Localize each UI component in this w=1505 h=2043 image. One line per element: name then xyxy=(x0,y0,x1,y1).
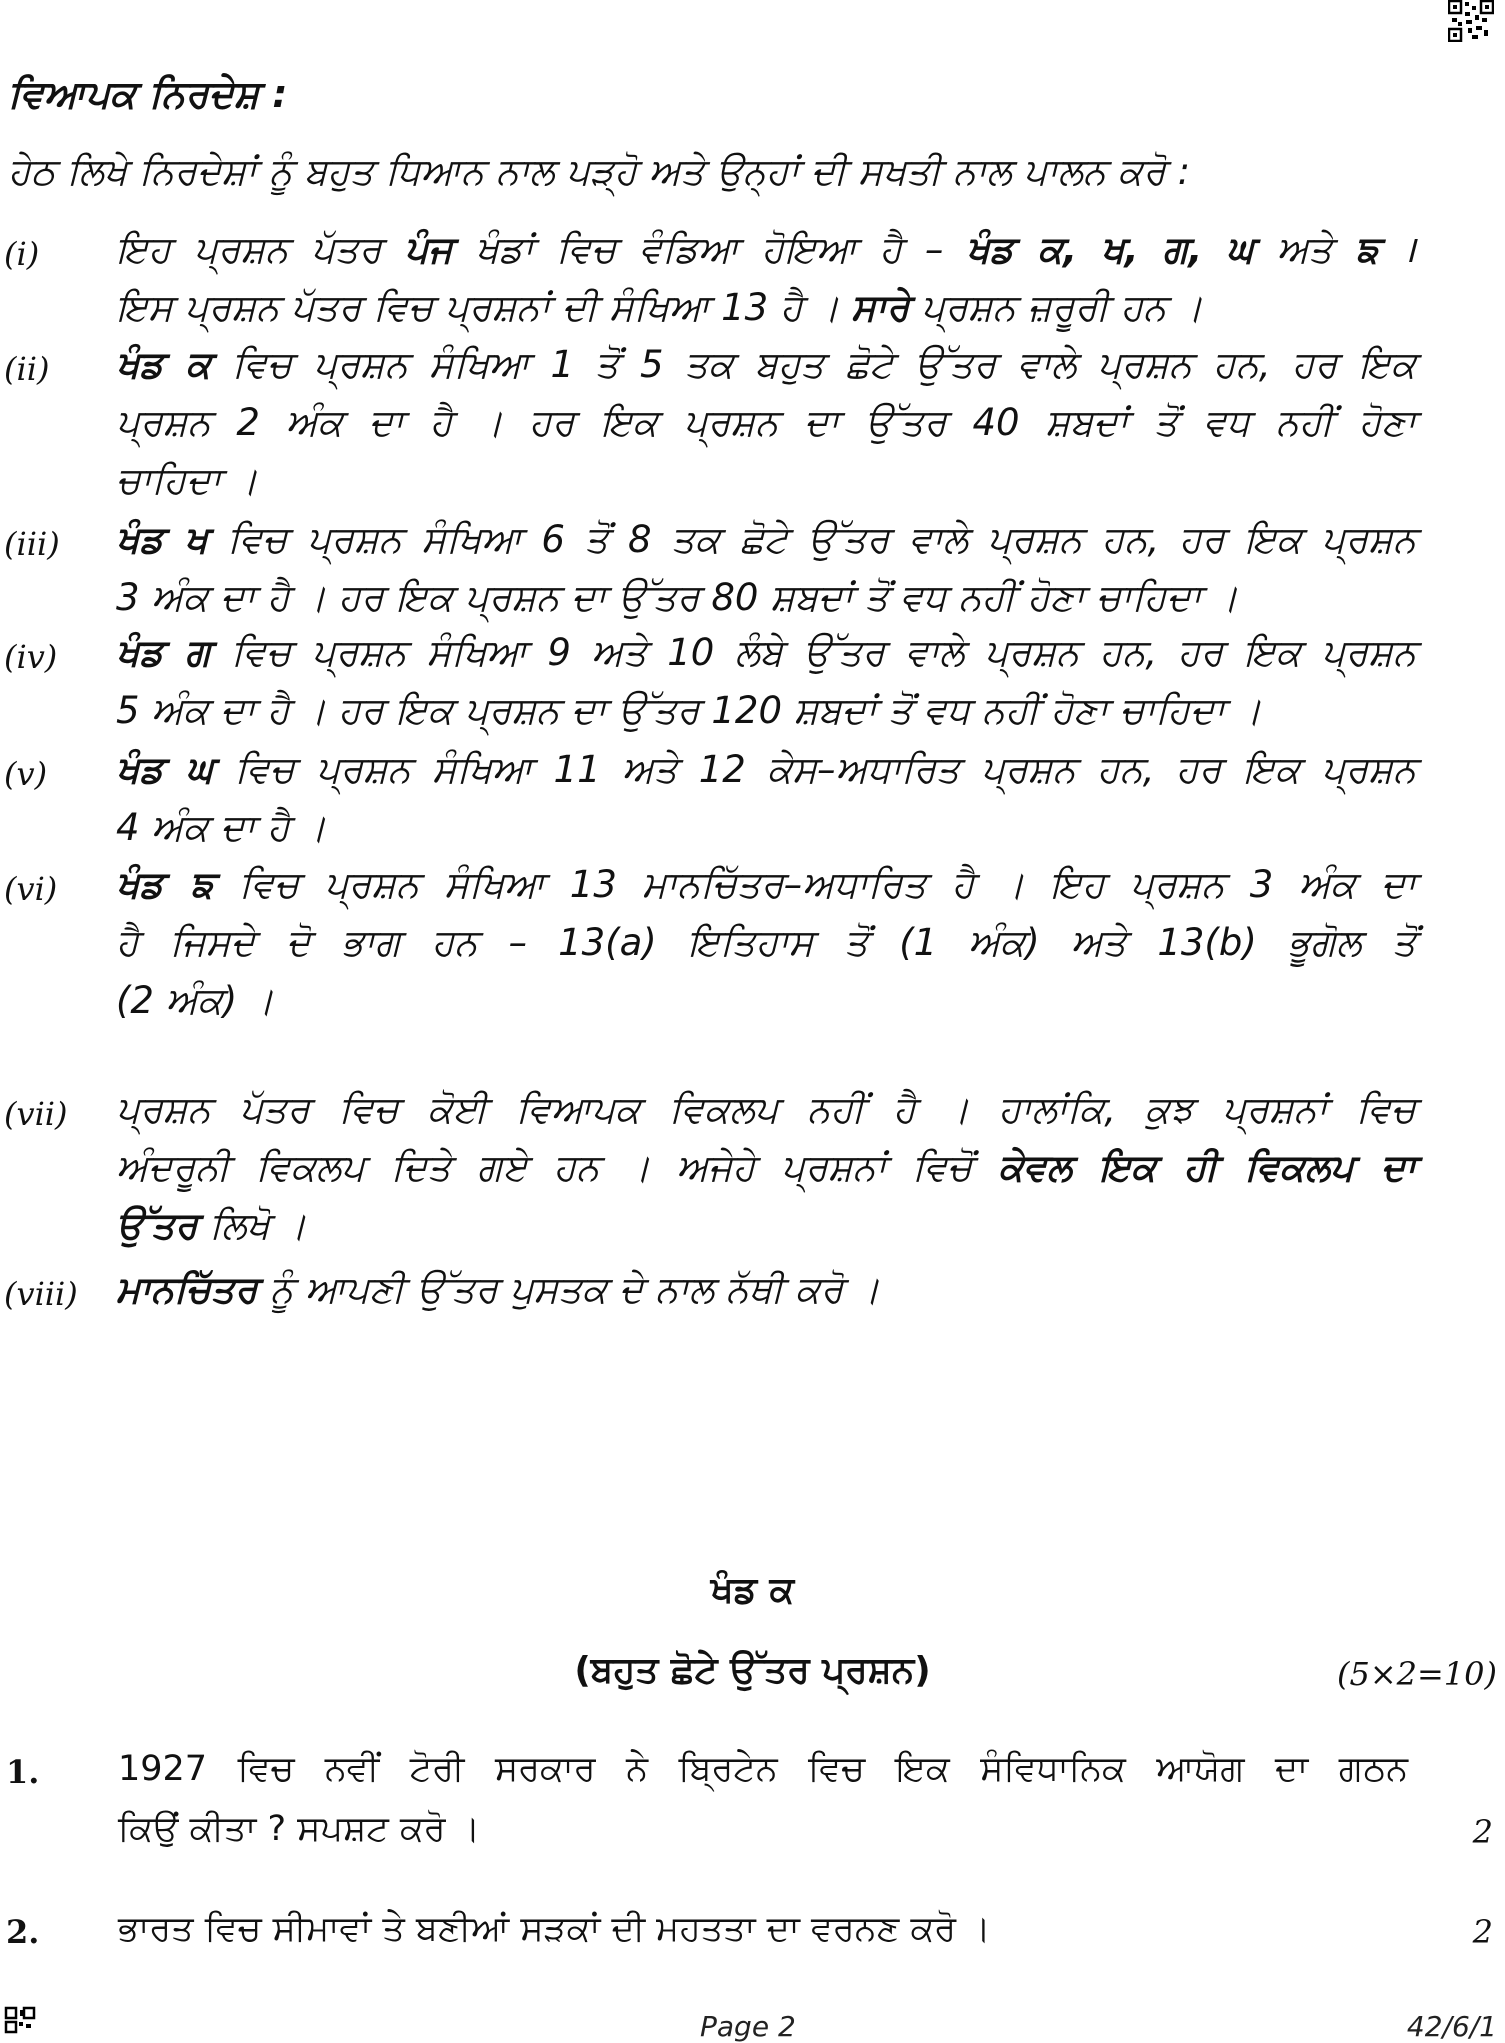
emphasis-text: ਮਾਨਚਿੱਤਰ xyxy=(116,1268,258,1311)
question-number: 1. xyxy=(6,1753,40,1791)
emphasis-text: ਙ xyxy=(1355,228,1380,271)
emphasis-text: ਉੱਤਰ xyxy=(116,1204,198,1247)
instruction-text: । xyxy=(1379,228,1416,271)
instruction-text: ਖੰਡਾਂ ਵਿਚ ਵੰਡਿਆ ਹੋਇਆ ਹੈ – xyxy=(452,228,967,271)
emphasis-text: ਕੇਵਲ ਇਕ ਹੀ ਵਿਕਲਪ ਦਾ xyxy=(998,1146,1416,1189)
page-number: Page 2 xyxy=(700,2010,796,2043)
emphasis-text: ਖੰਡ ਙ xyxy=(116,863,214,906)
section-subtitle: (ਬਹੁਤ ਛੋਟੇ ਉੱਤਰ ਪ੍ਰਸ਼ਨ) xyxy=(574,1650,931,1691)
instruction-line xyxy=(116,918,1416,968)
instruction-text: ਹੈ ਜਿਸਦੇ ਦੋ ਭਾਗ ਹਨ – 13(a) ਇਤਿਹਾਸ ਤੋਂ (1 ਅੰਕ) ਅਤੇ 13(b) ਭੂਗੋਲ ਤੋਂ xyxy=(116,921,1416,964)
instruction-text: ਇਹ ਪ੍ਰਸ਼ਨ ਪੱਤਰ xyxy=(116,228,405,271)
instruction-number: (v) xyxy=(4,755,48,793)
question-marks: 2 xyxy=(1472,1913,1493,1951)
instruction-text: ਪ੍ਰਸ਼ਨ 2 ਅੰਕ ਦਾ ਹੈ । ਹਰ ਇਕ ਪ੍ਰਸ਼ਨ ਦਾ ਉੱਤਰ 40 ਸ਼ਬਦਾਂ ਤੋਂ ਵਧ ਨਹੀਂ ਹੋਣਾ xyxy=(116,401,1416,444)
instruction-line xyxy=(116,1265,1416,1315)
instruction-text: (2 ਅੰਕ) । xyxy=(116,979,274,1022)
instruction-line xyxy=(116,515,1416,565)
emphasis-text: ਖੰਡ ਘ xyxy=(116,748,214,791)
instruction-text: ਵਿਚ ਪ੍ਰਸ਼ਨ ਸੰਖਿਆ 9 ਅਤੇ 10 ਲੰਬੇ ਉੱਤਰ ਵਾਲੇ ਪ੍ਰਸ਼ਨ ਹਨ, ਹਰ ਇਕ ਪ੍ਰਸ਼ਨ xyxy=(210,631,1416,674)
instruction-number: (iii) xyxy=(4,525,60,563)
section-title: ਖੰਡ ਕ xyxy=(710,1570,795,1611)
instruction-number: (viii) xyxy=(4,1275,78,1313)
question-text: 1927 ਵਿਚ ਨਵੀਂ ਟੋਰੀ ਸਰਕਾਰ ਨੇ ਬ੍ਰਿਟੇਨ ਵਿਚ ਇਕ ਸੰਵਿਧਾਨਿਕ ਆਯੋਗ ਦਾ ਗਠਨ xyxy=(118,1749,1408,1789)
instruction-text: ਵਿਚ ਪ੍ਰਸ਼ਨ ਸੰਖਿਆ 11 ਅਤੇ 12 ਕੇਸ–ਅਧਾਰਿਤ ਪ੍ਰਸ਼ਨ ਹਨ, ਹਰ ਇਕ ਪ੍ਰਸ਼ਨ xyxy=(213,748,1416,791)
instruction-text: ਲਿਖੋ । xyxy=(197,1204,307,1247)
instruction-line xyxy=(116,398,1416,448)
instruction-line xyxy=(116,1201,1416,1251)
instruction-number: (iv) xyxy=(4,638,58,676)
emphasis-text: ਖੰਡ ਗ xyxy=(116,631,211,674)
instruction-number: (ii) xyxy=(4,350,50,388)
instruction-line xyxy=(116,573,1416,623)
instruction-line xyxy=(116,628,1416,678)
instruction-text: ਪ੍ਰਸ਼ਨ ਪੱਤਰ ਵਿਚ ਕੋਈ ਵਿਆਪਕ ਵਿਕਲਪ ਨਹੀਂ ਹੈ । ਹਾਲਾਂਕਿ, ਕੁਝ ਪ੍ਰਸ਼ਨਾਂ ਵਿਚ xyxy=(116,1088,1416,1131)
emphasis-text: ਖੰਡ ਕ xyxy=(116,343,212,386)
instruction-text: 4 ਅੰਕ ਦਾ ਹੈ । xyxy=(116,806,327,849)
instruction-text: ਪ੍ਰਸ਼ਨ ਜ਼ਰੂਰੀ ਹਨ । xyxy=(909,286,1203,329)
qr-code-icon xyxy=(4,2004,56,2034)
question-number: 2. xyxy=(6,1913,40,1951)
qr-code-icon xyxy=(1448,0,1494,42)
instruction-line xyxy=(116,745,1416,795)
instruction-line xyxy=(116,686,1416,736)
instruction-line xyxy=(116,1085,1416,1135)
emphasis-text: ਖੰਡ ਕ, ਖ, ਗ, ਘ xyxy=(966,228,1254,271)
instruction-number: (vii) xyxy=(4,1095,68,1133)
instruction-text: ਅੰਦਰੂਨੀ ਵਿਕਲਪ ਦਿਤੇ ਗਏ ਹਨ । ਅਜੇਹੇ ਪ੍ਰਸ਼ਨਾਂ ਵਿਚੋਂ xyxy=(116,1146,999,1189)
instruction-line xyxy=(116,340,1416,390)
emphasis-text: ਖੰਡ ਖ xyxy=(116,518,208,561)
instructions-intro: ਹੇਠ ਲਿਖੇ ਨਿਰਦੇਸ਼ਾਂ ਨੂੰ ਬਹੁਤ ਧਿਆਨ ਨਾਲ ਪੜ੍ਹੋ ਅਤੇ ਉਨ੍ਹਾਂ ਦੀ ਸਖਤੀ ਨਾਲ ਪਾਲਨ ਕਰੋ : xyxy=(8,150,1191,193)
question-text: ਭਾਰਤ ਵਿਚ ਸੀਮਾਵਾਂ ਤੇ ਬਣੀਆਂ ਸੜਕਾਂ ਦੀ ਮਹਤਤਾ ਦਾ ਵਰਨਣ ਕਰੋ । xyxy=(118,1909,991,1949)
question-text: ਕਿਉਂ ਕੀਤਾ ? ਸਪਸ਼ਟ ਕਰੋ । xyxy=(118,1809,481,1849)
general-instructions-heading: ਵਿਆਪਕ ਨਿਰਦੇਸ਼ : xyxy=(8,72,288,116)
instruction-text: ਇਸ ਪ੍ਰਸ਼ਨ ਪੱਤਰ ਵਿਚ ਪ੍ਰਸ਼ਨਾਂ ਦੀ ਸੰਖਿਆ 13 ਹੈ । xyxy=(116,286,852,329)
instruction-line xyxy=(116,225,1416,275)
instruction-line xyxy=(116,283,1416,333)
emphasis-text: ਪੰਜ xyxy=(404,228,453,271)
instruction-line xyxy=(116,976,1416,1026)
instruction-text: ਵਿਚ ਪ੍ਰਸ਼ਨ ਸੰਖਿਆ 6 ਤੋਂ 8 ਤਕ ਛੋਟੇ ਉੱਤਰ ਵਾਲੇ ਪ੍ਰਸ਼ਨ ਹਨ, ਹਰ ਇਕ ਪ੍ਰਸ਼ਨ xyxy=(207,518,1416,561)
section-marks: (5×2=10) xyxy=(1336,1655,1497,1693)
question-marks: 2 xyxy=(1472,1813,1493,1851)
instruction-text: ਨੂੰ ਆਪਣੀ ਉੱਤਰ ਪੁਸਤਕ ਦੇ ਨਾਲ ਨੱਥੀ ਕਰੋ । xyxy=(257,1268,880,1311)
instruction-text: ਅਤੇ xyxy=(1253,228,1356,271)
instruction-text: 5 ਅੰਕ ਦਾ ਹੈ । ਹਰ ਇਕ ਪ੍ਰਸ਼ਨ ਦਾ ਉੱਤਰ 120 ਸ਼ਬਦਾਂ ਤੋਂ ਵਧ ਨਹੀਂ ਹੋਣਾ ਚਾਹਿਦਾ । xyxy=(116,689,1262,732)
instruction-text: ਵਿਚ ਪ੍ਰਸ਼ਨ ਸੰਖਿਆ 13 ਮਾਨਚਿੱਤਰ–ਅਧਾਰਿਤ ਹੈ । ਇਹ ਪ੍ਰਸ਼ਨ 3 ਅੰਕ ਦਾ xyxy=(213,863,1416,906)
instruction-line xyxy=(116,456,1416,506)
instruction-line xyxy=(116,860,1416,910)
instruction-text: ਚਾਹਿਦਾ । xyxy=(116,459,258,502)
paper-code: 42/6/1 xyxy=(1406,2010,1497,2043)
instruction-line xyxy=(116,803,1416,853)
instruction-number: (vi) xyxy=(4,870,58,908)
instruction-text: ਵਿਚ ਪ੍ਰਸ਼ਨ ਸੰਖਿਆ 1 ਤੋਂ 5 ਤਕ ਬਹੁਤ ਛੋਟੇ ਉੱਤਰ ਵਾਲੇ ਪ੍ਰਸ਼ਨ ਹਨ, ਹਰ ਇਕ xyxy=(211,343,1416,386)
instruction-text: 3 ਅੰਕ ਦਾ ਹੈ । ਹਰ ਇਕ ਪ੍ਰਸ਼ਨ ਦਾ ਉੱਤਰ 80 ਸ਼ਬਦਾਂ ਤੋਂ ਵਧ ਨਹੀਂ ਹੋਣਾ ਚਾਹਿਦਾ । xyxy=(116,576,1239,619)
emphasis-text: ਸਾਰੇ xyxy=(851,286,910,329)
instruction-number: (i) xyxy=(4,235,40,273)
instruction-line xyxy=(116,1143,1416,1193)
